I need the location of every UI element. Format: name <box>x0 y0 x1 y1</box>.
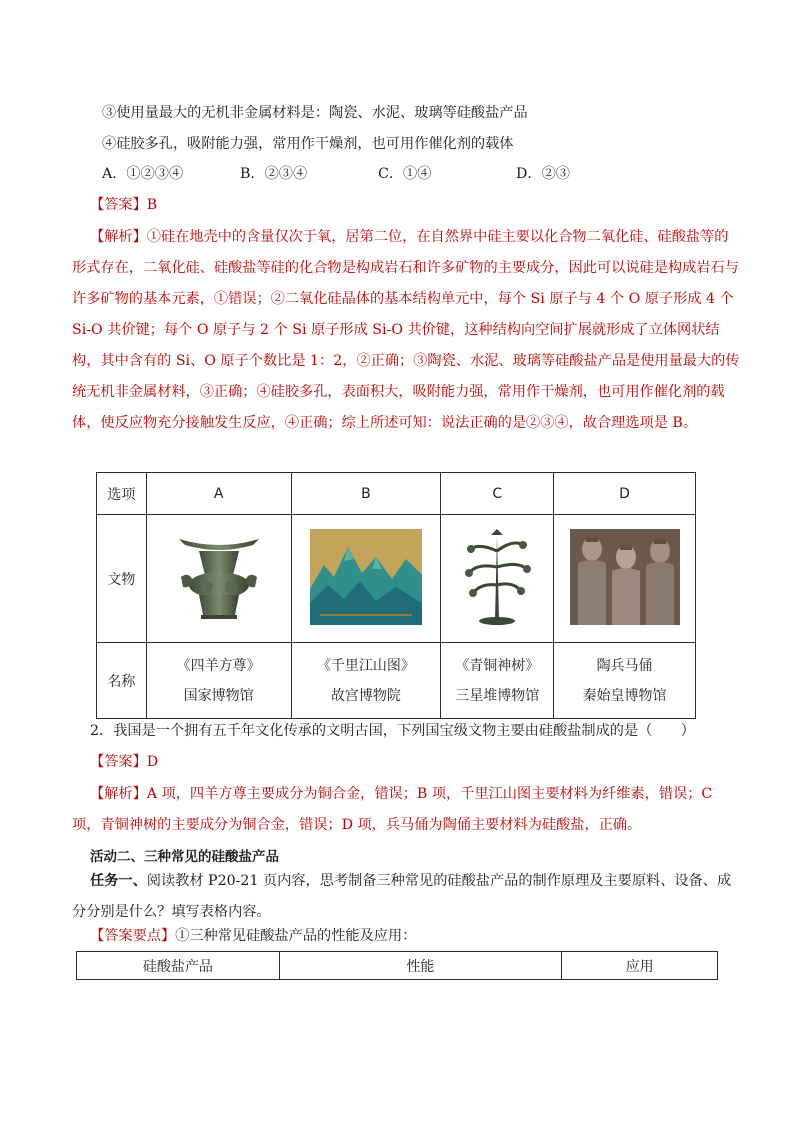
option-b: B．②③④ <box>240 166 308 182</box>
relic-name-a <box>146 643 291 719</box>
answer-points <box>90 926 416 946</box>
analysis-tag: 【解析】 <box>90 229 147 245</box>
question-2: 2．我国是一个拥有五千年文化传承的文明古国，下列国宝级文物主要由硅酸盐制成的是（ ） <box>90 723 695 739</box>
column-a: A <box>146 473 291 515</box>
statement-4: ④硅胶多孔，吸附能力强，常用作干燥剂，也可用作催化剂的载体 <box>102 136 514 152</box>
header-application: 应用 <box>562 952 718 980</box>
option-d: D．②③ <box>516 166 570 182</box>
relic-title: 《青铜神树》 <box>455 657 540 674</box>
relic-image-c <box>441 515 554 643</box>
task-1 <box>72 866 740 928</box>
landscape-painting-icon <box>310 529 422 625</box>
header-option-label: 选项 <box>97 473 147 515</box>
column-d: D <box>554 473 696 515</box>
relic-museum: 故宫博物院 <box>330 687 401 704</box>
relic-museum: 国家博物馆 <box>183 687 254 704</box>
answer-points-text: ①三种常见硅酸盐产品的性能及应用： <box>175 928 417 944</box>
analysis-text: A 项，四羊方尊主要成分为铜合金，错误；B 项，千里江山图主要材料为纤维素，错误；C 项，青铜神树的主要成分为铜合金，错误；D 项，兵马俑为陶俑主要材料为硅酸盐，正确。 <box>72 786 713 833</box>
option-c: C．①④ <box>378 166 432 182</box>
activity-title: 活动二、三种常见的硅酸盐产品 <box>90 849 279 865</box>
answer-value: D <box>146 754 159 770</box>
bronze-tree-icon <box>457 527 537 627</box>
relic-title: 《四羊方尊》 <box>176 657 261 674</box>
analysis-text: ①硅在地壳中的含量仅次于氧，居第二位，在自然界中硅主要以化合物二氧化硅、硅酸盐等的形式存在，二氧化硅、硅酸盐等硅的化合物是构成岩石和许多矿物的主要成分，因此可以说硅是构成岩石与许多矿物的基本元素，①错误；②二氧化硅晶体的基本结构单元中，每个 Si 原子与 4 个 O 原子形成 4 个 Si-O 共价键；每个 O 原子与 2 个 Si 原子形成 Si-O 共价键，这种结构向空间扩展就形成了立体网状结构，其中含有的 Si、O 原子个数比是 1：2，②正确；③陶瓷、水泥、玻璃等硅酸盐产品是使用量最大的传统无机非金属材料，③正确；④硅胶多孔，表面积大，吸附能力强，常用作干燥剂，也可用作催化剂的载体，使反应物充分接触发生反应，④正确；综上所述可知：说法正确的是②③④，故合理选项是 B。 <box>72 229 740 431</box>
option-a: A．①②③④ <box>102 166 184 182</box>
relic-image-b <box>291 515 441 643</box>
header-performance: 性能 <box>279 952 562 980</box>
relic-museum: 三星堆博物馆 <box>455 687 540 704</box>
bronze-zun-icon <box>169 531 269 623</box>
relic-image-d <box>554 515 696 643</box>
terracotta-warriors-icon <box>570 529 680 625</box>
relic-table <box>96 472 696 719</box>
task-text: 阅读教材 P20-21 页内容，思考制备三种常见的硅酸盐产品的制作原理及主要原料、设备、成分分别是什么？填写表格内容。 <box>72 873 732 920</box>
answer-value: B <box>146 197 158 213</box>
options-q1 <box>102 164 570 184</box>
column-c: C <box>441 473 554 515</box>
relic-name-c <box>441 643 554 719</box>
header-product: 硅酸盐产品 <box>77 952 280 980</box>
answer-tag: 【答案】 <box>90 197 147 213</box>
relic-title: 《千里江山图》 <box>316 657 415 674</box>
row-relic-label: 文物 <box>97 515 147 643</box>
relic-name-d <box>554 643 696 719</box>
analysis-tag: 【解析】 <box>90 786 147 802</box>
answer-tag: 【答案】 <box>90 754 147 770</box>
product-table <box>76 951 718 980</box>
relic-title: 陶兵马俑 <box>596 657 653 674</box>
answer-q2 <box>90 752 158 772</box>
answer-points-tag: 【答案要点】 <box>90 928 176 944</box>
relic-name-b <box>291 643 441 719</box>
column-b: B <box>291 473 441 515</box>
answer-q1 <box>90 195 157 215</box>
relic-museum: 秦始皇博物馆 <box>582 687 667 704</box>
analysis-q2 <box>72 779 744 841</box>
task-label: 任务一、 <box>90 873 147 889</box>
statement-3: ③使用量最大的无机非金属材料是：陶瓷、水泥、玻璃等硅酸盐产品 <box>102 105 528 121</box>
analysis-q1 <box>72 222 740 439</box>
relic-image-a <box>146 515 291 643</box>
row-name-label: 名称 <box>97 643 147 719</box>
